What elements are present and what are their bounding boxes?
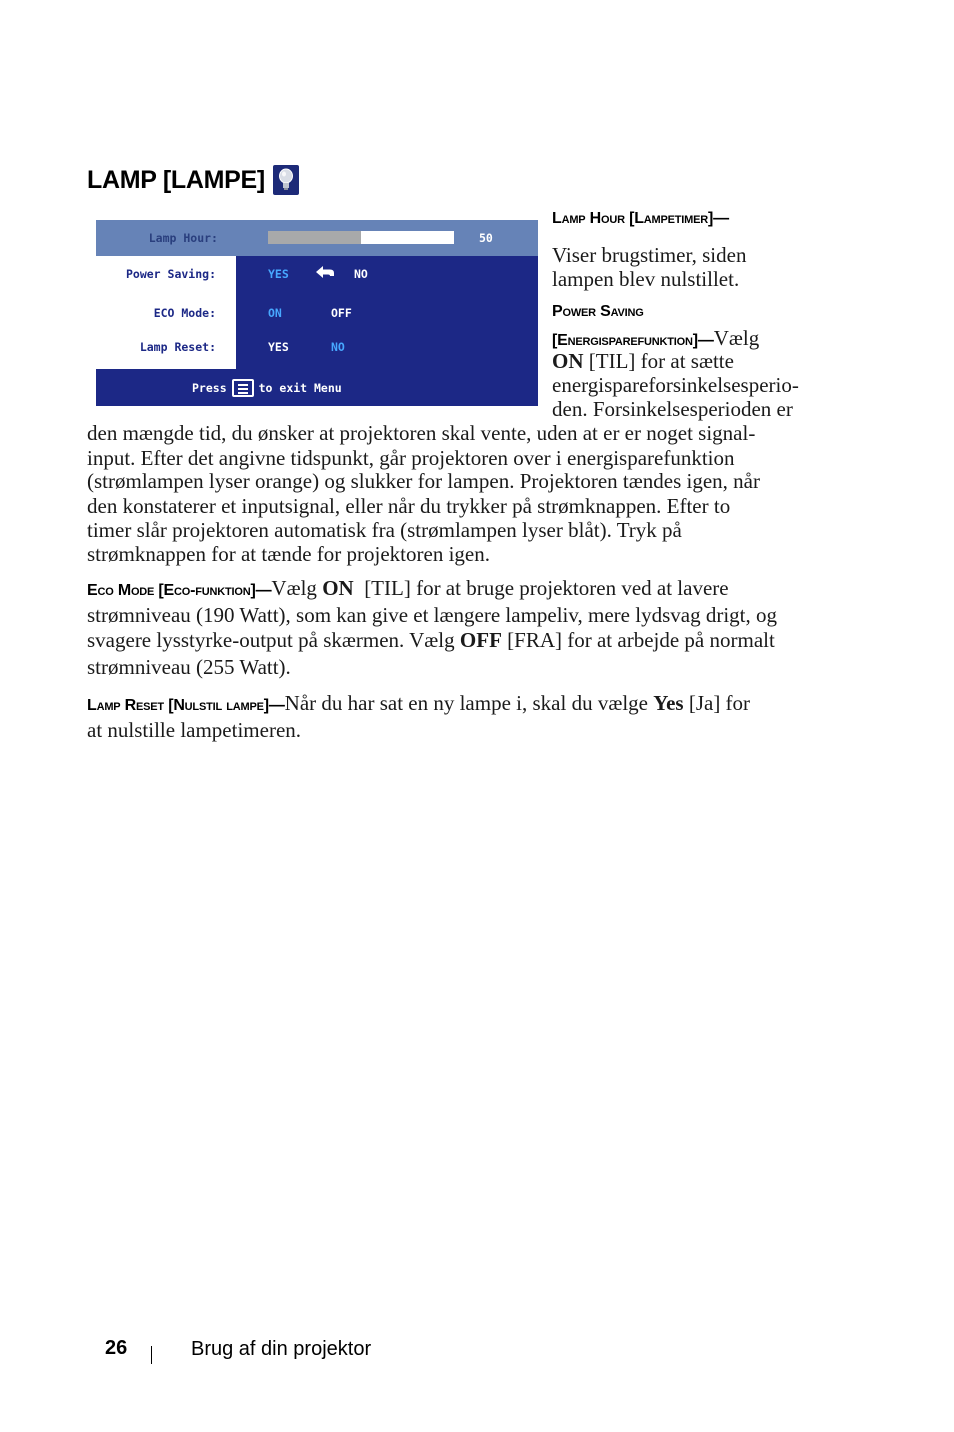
power-saving-full-3: (strømlampen lyser orange) og slukker for lampen. Projektoren tændes igen, når (87, 469, 760, 493)
osd-footer (96, 369, 538, 406)
power-saving-full-4: den konstaterer et inputsignal, eller når du trykker på strømknappen. Efter to (87, 494, 731, 518)
osd-eco-mode-label: ECO Mode: (153, 306, 216, 320)
osd-menu-screenshot (96, 220, 538, 406)
power-saving-heading-2: [Energisparefunktion]— (552, 332, 714, 349)
power-saving-full-5: timer slår projektoren automatisk fra (strømlampen lyser blåt). Tryk på (87, 518, 682, 542)
power-saving-line-3-rest: [TIL] for at sætte (583, 349, 734, 373)
lamp-hour-progress-fill (268, 231, 361, 244)
eco-mode-l1-a: Vælg (271, 576, 323, 600)
osd-footer-text (192, 379, 342, 397)
osd-lamp-hour-value: 50 (479, 231, 493, 245)
lamp-hour-heading: Lamp Hour [Lampetimer]— (552, 210, 729, 227)
lamp-reset-l1-a: Når du har sat en ny lampe i, skal du vælge (284, 691, 654, 715)
eco-mode-l3-c: [FRA] for at arbejde på normalt (501, 628, 775, 652)
eco-mode-line-4: strømniveau (255 Watt). (87, 655, 291, 679)
osd-lamp-hour-label: Lamp Hour: (148, 231, 218, 245)
eco-mode-off: OFF (459, 628, 502, 652)
section-heading (87, 163, 299, 197)
eco-mode-l3-a: svagere lysstyrke-output på skærmen. Vælg (87, 628, 460, 652)
eco-mode-line-3 (87, 628, 775, 652)
lamp-reset-heading: Lamp Reset [Nulstil lampe]— (87, 697, 285, 714)
lamp-hour-text-2: lampen blev nulstillet. (552, 267, 740, 291)
eco-mode-on: ON (322, 576, 354, 600)
page-number: 26 (105, 1337, 128, 1359)
menu-button-icon (232, 379, 254, 397)
power-saving-right-2: den. Forsinkelsesperioden er (552, 397, 793, 421)
power-saving-full-6: strømknappen for at tænde for projektoren igen. (87, 542, 490, 566)
eco-mode-line-1 (87, 576, 729, 600)
lamp-reset-l1-c: [Ja] for (683, 691, 751, 715)
osd-reset-no: NO (331, 340, 345, 354)
lightbulb-icon (273, 165, 299, 195)
osd-lamp-reset-label: Lamp Reset: (139, 340, 216, 354)
lamp-reset-line-1 (87, 691, 750, 715)
lamp-reset-line-2: at nulstille lampetimeren. (87, 718, 302, 742)
osd-label-column (96, 256, 236, 369)
footer-title: Brug af din projektor (191, 1338, 372, 1360)
return-arrow-icon (314, 263, 336, 284)
osd-reset-yes: YES (268, 340, 289, 354)
osd-footer-press: Press (192, 381, 227, 395)
power-saving-heading-2-tail: Vælg (713, 326, 760, 350)
osd-eco-on: ON (268, 306, 282, 320)
osd-lamp-hour-row (96, 220, 538, 256)
osd-power-saving-yes: YES (268, 267, 289, 281)
power-saving-heading-1: Power Saving (552, 303, 644, 320)
power-saving-line-3 (552, 349, 734, 373)
osd-footer-exit: to exit Menu (258, 381, 342, 395)
lamp-hour-progress-bar (268, 231, 454, 244)
osd-power-saving-no: NO (354, 267, 368, 281)
osd-eco-off: OFF (331, 306, 352, 320)
page-title: LAMP [LAMPE] (87, 165, 265, 194)
power-saving-heading-2-line (552, 326, 759, 350)
power-saving-full-2: input. Efter det angivne tidspunkt, går projektoren over i energisparefunktion (87, 446, 735, 470)
power-saving-full-1: den mængde tid, du ønsker at projektoren skal vente, uden at er er noget signal- (87, 421, 756, 445)
power-saving-right-1: energispareforsinkelsesperio- (552, 373, 799, 397)
osd-power-saving-label: Power Saving: (125, 267, 216, 281)
footer-separator (151, 1346, 152, 1364)
eco-mode-heading: Eco Mode [Eco-funktion]— (87, 582, 272, 599)
osd-value-column (236, 256, 538, 369)
lamp-hour-text-1: Viser brugstimer, siden (552, 243, 747, 267)
eco-mode-l1-c: [TIL] for at bruge projektoren ved at lavere (353, 576, 729, 600)
lamp-reset-yes: Yes (653, 691, 684, 715)
eco-mode-line-2: strømniveau (190 Watt), som kan give et længere lampeliv, mere lydsvag drigt, og (87, 603, 777, 627)
power-saving-on: ON (552, 349, 584, 373)
